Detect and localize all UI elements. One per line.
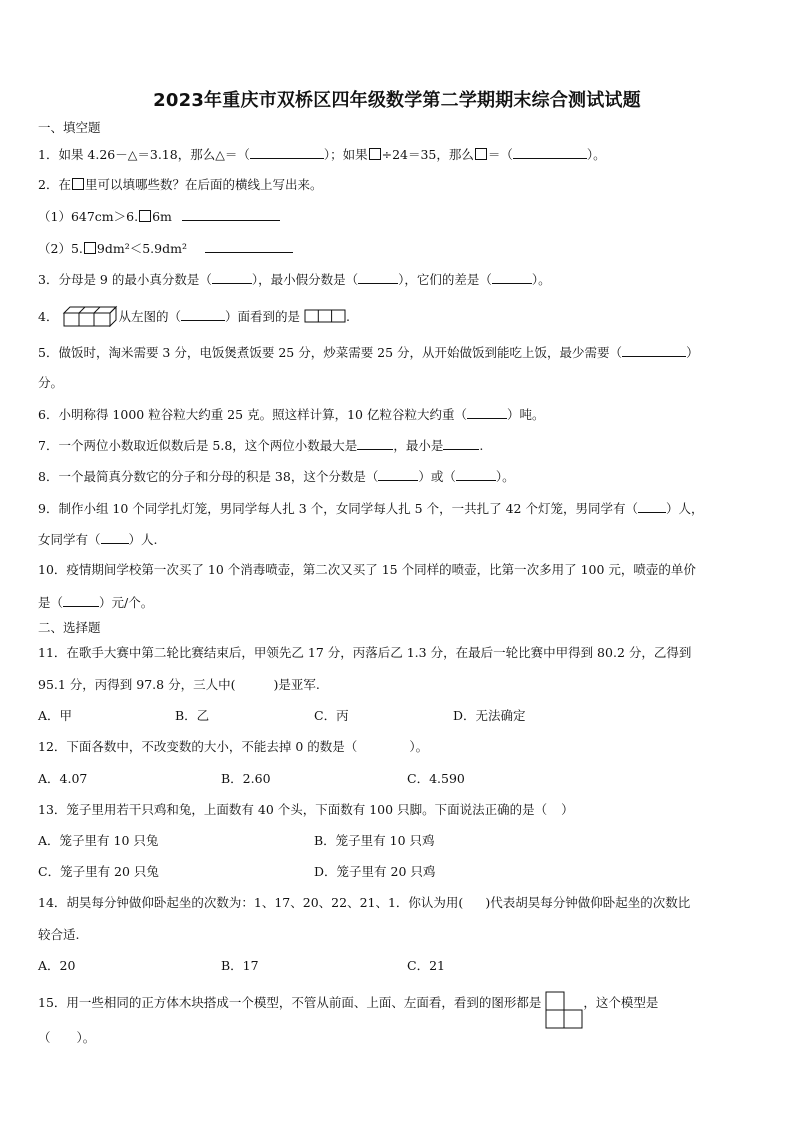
q13-option-b[interactable]: B．笼子里有 10 只鸡 <box>314 833 435 848</box>
q15-text-a: 15．用一些相同的正方体木块搭成一个模型，不管从前面、上面、左面看，看到的图形都是 <box>38 995 542 1010</box>
square-placeholder-icon <box>72 178 84 190</box>
square-placeholder-icon <box>475 148 487 160</box>
q2-s2-text-b: 9dm²＜5.9dm² <box>96 241 187 256</box>
q3-text-c: ），它们的差是（ <box>398 272 492 287</box>
question-14 <box>38 894 690 912</box>
q13-text-a: 13．笼子里用若干只鸡和兔，上面数有 40 个头，下面数有 100 只脚。下面说法正确的是（ <box>38 802 548 817</box>
q2-s1-text-a: （1）647cm＞6. <box>38 209 139 224</box>
q12-text-b: ）。 <box>409 739 429 754</box>
q4-blank[interactable] <box>181 307 225 321</box>
q13-option-c[interactable]: C．笼子里有 20 只兔 <box>38 864 159 879</box>
cube-row-icon <box>62 305 118 327</box>
q9-text-a: 9．制作小组 10 个同学扎灯笼，男同学每人扎 3 个，女同学每人扎 5 个，一共扎了 42 个灯笼，男同学有（ <box>38 501 638 516</box>
q1-text-a: 1．如果 4.26－△＝3.18，那么△＝（ <box>38 147 250 162</box>
q10-text-c: ）元/个。 <box>99 595 154 610</box>
q13-text-b: ） <box>561 802 574 817</box>
question-14-cont: 较合适. <box>38 927 80 942</box>
q2-s1-blank[interactable] <box>182 207 280 221</box>
q15-text-c: （ <box>38 1030 51 1045</box>
square-placeholder-icon <box>369 148 381 160</box>
q2-s2-blank[interactable] <box>205 239 293 253</box>
q3-text-a: 3．分母是 9 的最小真分数是（ <box>38 272 212 287</box>
q12-text-a: 12．下面各数中，不改变数的大小，不能去掉 0 的数是（ <box>38 739 358 754</box>
q11-option-a[interactable]: A．甲 <box>38 708 73 723</box>
q10-blank[interactable] <box>63 593 99 607</box>
q5-text-b: ） <box>686 345 699 360</box>
square-placeholder-icon <box>139 210 151 222</box>
q8-blank-1[interactable] <box>378 467 418 481</box>
q3-blank-2[interactable] <box>358 270 398 284</box>
q11-text-c: )是亚军. <box>273 677 320 692</box>
q15-text-d: ）。 <box>76 1030 96 1045</box>
q6-text-a: 6．小明称得 1000 粒谷粒大约重 25 克。照这样计算，10 亿粒谷粒大约重（ <box>38 407 467 422</box>
q2-s2-text-a: （2）5. <box>38 241 83 256</box>
q6-text-b: ）吨。 <box>506 407 545 422</box>
q7-text-c: . <box>479 438 484 453</box>
question-12 <box>38 738 428 756</box>
q11-option-c[interactable]: C．丙 <box>314 708 349 723</box>
q5-blank[interactable] <box>622 343 686 357</box>
q1-blank-1[interactable] <box>250 145 324 159</box>
q1-text-b: ）；如果 <box>323 147 368 162</box>
q14-option-c[interactable]: C．21 <box>407 958 445 973</box>
question-11: 11．在歌手大赛中第二轮比赛结束后，甲领先乙 17 分，丙落后乙 1.3 分，在最后一轮比赛中甲得到 80.2 分，乙得到 <box>38 645 692 660</box>
question-10: 10．疫情期间学校第一次买了 10 个消毒喷壶，第二次又买了 15 个同样的喷壶，比第一次多用了 100 元，喷壶的单价 <box>38 562 696 577</box>
q13-option-a[interactable]: A．笼子里有 10 只兔 <box>38 833 159 848</box>
page-title: 2023年重庆市双桥区四年级数学第二学期期末综合测试试题 <box>153 90 641 111</box>
question-5-cont: 分。 <box>38 375 64 390</box>
question-10-cont <box>38 593 153 612</box>
q6-blank[interactable] <box>467 405 507 419</box>
q14-text-b: )代表胡昊每分钟做仰卧起坐的次数比 <box>485 895 691 910</box>
question-1 <box>38 145 606 164</box>
question-8 <box>38 467 515 486</box>
q3-text-b: ），最小假分数是（ <box>251 272 359 287</box>
q8-text-c: ）。 <box>495 469 515 484</box>
question-13 <box>38 801 574 819</box>
q2-text-b: 里可以填哪些数？在后面的横线上写出来。 <box>84 177 323 192</box>
q9-text-b: ）人， <box>665 501 704 516</box>
q3-text-d: ）。 <box>531 272 551 287</box>
question-15-cont <box>38 1029 95 1047</box>
question-2 <box>38 176 322 194</box>
q15-text-b: ，这个模型是 <box>583 995 659 1010</box>
q9-blank-2[interactable] <box>101 530 129 544</box>
question-9-cont <box>38 530 158 549</box>
q1-blank-2[interactable] <box>513 145 587 159</box>
q11-option-d[interactable]: D．无法确定 <box>453 708 526 723</box>
question-4 <box>38 305 350 327</box>
question-3 <box>38 270 551 289</box>
question-7 <box>38 436 483 455</box>
q13-option-d[interactable]: D．笼子里有 20 只鸡 <box>314 864 436 879</box>
q7-blank-1[interactable] <box>357 436 393 450</box>
three-squares-icon <box>304 309 346 323</box>
q7-text-b: ，最小是 <box>393 438 444 453</box>
q12-option-c[interactable]: C．4.590 <box>407 771 465 786</box>
q14-text-a: 14．胡昊每分钟做仰卧起坐的次数为：1、17、20、22、21、1．你认为用( <box>38 895 464 910</box>
section-fill-heading: 一、填空题 <box>38 120 101 135</box>
question-2-sub-2 <box>38 239 293 258</box>
q11-text-b: 95.1 分，丙得到 97.8 分，三人中( <box>38 677 236 692</box>
q8-blank-2[interactable] <box>456 467 496 481</box>
q8-text-a: 8．一个最简真分数它的分子和分母的积是 38，这个分数是（ <box>38 469 379 484</box>
q3-blank-3[interactable] <box>492 270 532 284</box>
q11-option-b[interactable]: B．乙 <box>175 708 210 723</box>
q8-text-b: ）或（ <box>418 469 456 484</box>
q14-option-b[interactable]: B．17 <box>221 958 259 973</box>
q9-text-c: 女同学有（ <box>38 532 101 547</box>
l-shape-squares-icon <box>545 991 583 1029</box>
question-9 <box>38 499 703 518</box>
q7-text-a: 7．一个两位小数取近似数后是 5.8，这个两位小数最大是 <box>38 438 358 453</box>
q10-text-b: 是（ <box>38 595 64 610</box>
q4-text-a: 4． <box>38 309 59 324</box>
q2-text-a: 2．在 <box>38 177 71 192</box>
q4-text-c: ）面看到的是 <box>224 309 300 324</box>
q9-text-d: ）人. <box>128 532 158 547</box>
q12-option-a[interactable]: A．4.07 <box>38 771 88 786</box>
q12-option-b[interactable]: B．2.60 <box>221 771 271 786</box>
question-2-sub-1 <box>38 207 280 226</box>
q3-blank-1[interactable] <box>212 270 252 284</box>
q7-blank-2[interactable] <box>443 436 479 450</box>
q1-text-d: ＝（ <box>487 147 513 162</box>
q4-text-d: . <box>345 309 350 324</box>
q14-option-a[interactable]: A．20 <box>38 958 76 973</box>
section-choice-heading: 二、选择题 <box>38 620 101 635</box>
question-5 <box>38 343 699 362</box>
q9-blank-1[interactable] <box>638 499 666 513</box>
question-11-cont <box>38 676 320 694</box>
q1-text-e: ）。 <box>586 147 606 162</box>
q5-text-a: 5．做饭时，淘米需要 3 分，电饭煲煮饭要 25 分，炒菜需要 25 分，从开始做饭到能吃上饭，最少需要（ <box>38 345 623 360</box>
question-6 <box>38 405 544 424</box>
question-15 <box>38 991 658 1029</box>
q4-text-b: 从左图的（ <box>118 309 181 324</box>
q2-s1-text-b: 6m <box>152 209 172 224</box>
q1-text-c: ÷24＝35，那么 <box>381 147 474 162</box>
square-placeholder-icon <box>84 242 96 254</box>
